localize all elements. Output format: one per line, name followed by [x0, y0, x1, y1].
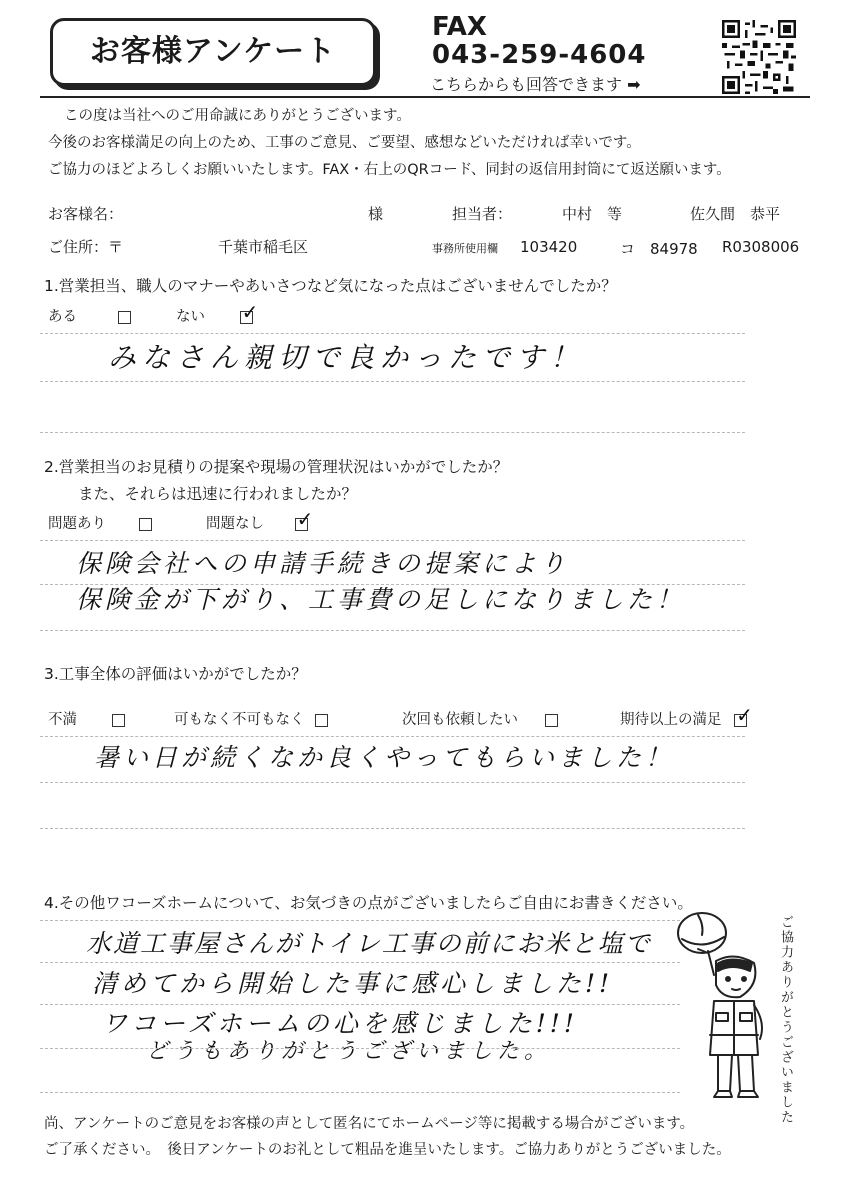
q4-handwritten-answer-4: どうもありがとうございました。: [146, 1039, 552, 1064]
q4-question: 4.その他ワコーズホームについて、お気づきの点がございましたらご自由にお書きください。: [44, 894, 693, 912]
q1-answer-line-1: [40, 333, 745, 334]
q3-option-2-label: 可もなく不可もなく: [174, 712, 305, 728]
q4-handwritten-answer-3: ワコーズホームの心を感じました!!!: [102, 1009, 578, 1038]
staff-name-2: 佐久間 恭平: [690, 205, 781, 223]
footer-line-2: ご了承ください。 後日アンケートのお礼として粗品を進呈いたします。ご協力ありがとうございました。: [44, 1142, 731, 1158]
q1-option-yes[interactable]: [48, 305, 131, 326]
q3-answer-line-3: [40, 828, 745, 829]
q3-neutral-checkbox[interactable]: [315, 714, 328, 727]
customer-honorific: 様: [368, 205, 384, 223]
qr-code-icon[interactable]: [722, 20, 796, 94]
q2-handwritten-answer-2: 保険金が下がり、工事費の足しになりました！: [76, 585, 686, 614]
fax-label: FAX: [432, 12, 487, 42]
q1-option-no[interactable]: [176, 299, 259, 326]
q2-option-no-problem[interactable]: [206, 506, 314, 533]
q2-answer-line-3: [40, 630, 745, 631]
q1-handwritten-answer: みなさん親切で良かったです！: [108, 341, 585, 374]
fax-number: 043-259-4604: [432, 40, 647, 70]
q3-option-exceeded[interactable]: [620, 702, 753, 729]
side-thanks-text: ご協力ありがとうございました: [778, 915, 793, 1125]
q3-exceeded-checkbox[interactable]: [734, 702, 753, 727]
staff-label: 担当者：: [452, 205, 513, 223]
q1-answer-line-3: [40, 432, 745, 433]
q4-answer-line-5: [40, 1092, 680, 1093]
q1-option-no-label: ない: [176, 309, 205, 325]
q2-option-problem-label: 問題あり: [48, 516, 106, 532]
q2-option-no-problem-label: 問題なし: [206, 516, 264, 532]
q2-option-problem[interactable]: [48, 512, 152, 533]
q3-option-neutral[interactable]: [174, 708, 328, 729]
footer-line-1: 尚、アンケートのご意見をお客様の声として匿名にてホームページ等に掲載する場合がございます。: [44, 1116, 695, 1132]
q3-option-3-label: 次回も依頼したい: [402, 712, 518, 728]
address-label: ご住所：〒: [48, 238, 124, 256]
q4-answer-line-4: [40, 1048, 680, 1049]
staff-name-1: 中村 等: [562, 205, 623, 223]
q4-handwritten-answer-2: 清めてから開始した事に感心しました!!: [92, 969, 614, 998]
q4-answer-line-2: [40, 962, 680, 963]
q3-option-4-label: 期待以上の満足: [620, 712, 722, 728]
q1-answer-line-2: [40, 381, 745, 382]
worker-mascot-icon: [668, 905, 772, 1105]
customer-name-label: お客様名：: [48, 205, 124, 223]
q1-question: 1.営業担当、職人のマナーやあいさつなど気になった点はございませんでしたか？: [44, 277, 617, 295]
office-code-2: コ 84978: [620, 240, 698, 258]
office-use-label: 事務所使用欄: [432, 242, 498, 255]
q2-question-line-1: 2.営業担当のお見積りの提案や現場の管理状況はいかがでしたか？: [44, 458, 509, 476]
q3-answer-line-1: [40, 736, 745, 737]
q3-option-repeat[interactable]: [402, 708, 558, 729]
header-rule: [40, 96, 810, 98]
office-code-3: R0308006: [722, 238, 800, 256]
q2-problem-checkbox[interactable]: [139, 518, 152, 531]
q1-option-yes-label: ある: [48, 309, 77, 325]
q3-answer-line-2: [40, 782, 745, 783]
address-value: 千葉市稲毛区: [218, 238, 309, 256]
q2-handwritten-answer-1: 保険会社への申請手続きの提案により: [76, 549, 570, 578]
q4-answer-line-1: [40, 920, 680, 921]
fax-note: こちらからも回答できます ➡: [430, 75, 641, 94]
q3-dissatisfied-checkbox[interactable]: [112, 714, 125, 727]
survey-title-box: [50, 18, 376, 86]
intro-line-1: この度は当社へのご用命誠にありがとうございます。: [64, 108, 411, 124]
office-code-1: 103420: [520, 238, 578, 256]
q1-yes-checkbox[interactable]: [118, 311, 131, 324]
intro-line-3: ご協力のほどよろしくお願いいたします。FAX・右上のQRコード、同封の返信用封筒にて返送願います。: [48, 162, 731, 178]
q4-handwritten-answer-1: 水道工事屋さんがトイレ工事の前にお米と塩で: [86, 929, 652, 958]
check-mark-icon: ✓: [296, 506, 314, 531]
survey-title: お客様アンケート: [89, 34, 337, 69]
q3-option-1-label: 不満: [48, 712, 77, 728]
q3-option-dissatisfied[interactable]: [48, 708, 125, 729]
q2-answer-line-1: [40, 540, 745, 541]
q3-repeat-checkbox[interactable]: [545, 714, 558, 727]
intro-line-2: 今後のお客様満足の向上のため、工事のご意見、ご要望、感想などいただければ幸いです。: [48, 135, 641, 151]
q1-no-checkbox[interactable]: [240, 299, 259, 324]
q2-no-problem-checkbox[interactable]: [295, 506, 314, 531]
q3-question: 3.工事全体の評価はいかがでしたか？: [44, 665, 307, 683]
q3-handwritten-answer: 暑い日が続くなか良くやってもらいました！: [94, 743, 675, 772]
q2-question-line-2: また、それらは迅速に行われましたか？: [78, 485, 358, 503]
check-mark-icon: ✓: [241, 299, 259, 324]
check-mark-icon: ✓: [736, 702, 753, 727]
